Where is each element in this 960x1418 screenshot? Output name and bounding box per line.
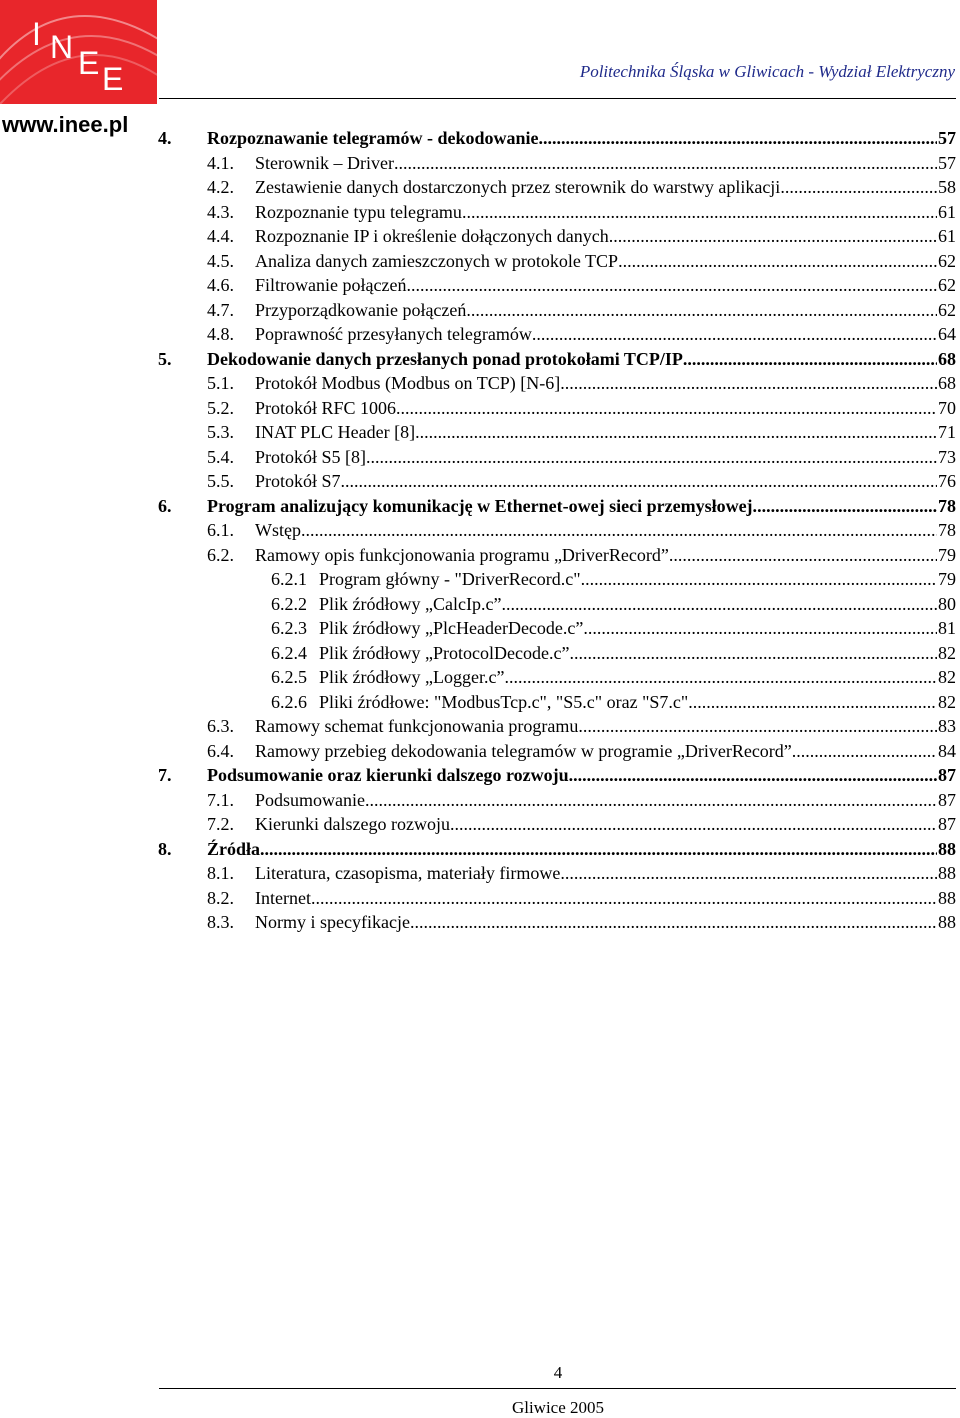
toc-entry-page: 88 xyxy=(938,887,956,908)
toc-dot-leader xyxy=(410,910,937,935)
toc-entry-page: 87 xyxy=(938,814,956,834)
page-number: 4 xyxy=(553,1363,563,1382)
toc-entry-page: 62 xyxy=(938,299,956,320)
toc-entry-title: Literatura, czasopisma, materiały firmowe xyxy=(255,863,561,883)
toc-entry xyxy=(158,151,956,176)
toc-dot-leader xyxy=(757,494,937,519)
toc-entry-number: 4.4. xyxy=(207,226,234,246)
toc-entry-page: 82 xyxy=(938,691,956,712)
inee-logo-graphic xyxy=(0,0,157,104)
toc-dot-leader xyxy=(688,690,937,715)
toc-entry-number: 4.2. xyxy=(207,177,234,197)
toc-entry xyxy=(158,788,956,813)
toc-entry-number: 8.2. xyxy=(207,887,234,908)
toc-dot-leader xyxy=(396,396,937,421)
toc-entry-page: 76 xyxy=(938,471,956,491)
inee-logo xyxy=(0,0,157,104)
toc-entry-title: Zestawienie danych dostarczonych przez sterownik do warstwy aplikacji xyxy=(255,177,781,197)
toc-entry-page: 78 xyxy=(938,520,956,540)
toc-entry-page: 68 xyxy=(938,373,956,393)
toc-dot-leader xyxy=(450,812,937,837)
toc-entry xyxy=(158,763,956,788)
toc-dot-leader xyxy=(538,126,937,151)
toc-entry xyxy=(158,175,956,200)
toc-entry-page: 58 xyxy=(938,177,956,197)
toc-entry-page: 57 xyxy=(938,152,956,173)
toc-dot-leader xyxy=(683,347,937,372)
toc-dot-leader xyxy=(560,371,937,396)
toc-dot-leader xyxy=(609,224,937,249)
toc-entry-number: 5.3. xyxy=(207,422,234,442)
toc-entry-title: Rozpoznanie typu telegramu xyxy=(255,201,462,222)
toc-entry-page: 88 xyxy=(938,863,956,883)
toc-entry xyxy=(158,665,956,690)
toc-dot-leader xyxy=(780,175,937,200)
toc-entry-page: 82 xyxy=(938,667,956,687)
toc-entry xyxy=(158,714,956,739)
toc-dot-leader xyxy=(569,641,937,666)
toc-entry-title: Podsumowanie xyxy=(255,789,365,810)
toc-entry-page: 83 xyxy=(938,716,956,736)
logo-letter-e2: E xyxy=(102,61,124,97)
toc-dot-leader xyxy=(260,837,937,862)
toc-entry-page: 61 xyxy=(938,201,956,222)
toc-entry xyxy=(158,445,956,470)
toc-entry-title: Dekodowanie danych przesłanych ponad protokołami TCP/IP xyxy=(207,348,683,369)
toc-entry-number: 6.3. xyxy=(207,716,234,736)
toc-entry xyxy=(158,739,956,764)
toc-entry xyxy=(158,812,956,837)
toc-entry-number: 6.2.6 xyxy=(271,691,307,712)
toc-entry-number: 4.7. xyxy=(207,299,234,320)
toc-entry-number: 6.2.1 xyxy=(271,569,307,589)
toc-entry-number: 7.1. xyxy=(207,789,234,810)
toc-entry-number: 4.6. xyxy=(207,275,234,295)
toc-entry-number: 6.2. xyxy=(207,544,234,565)
toc-entry-title: Program główny - "DriverRecord.c" xyxy=(319,569,581,589)
toc-entry-number: 4.8. xyxy=(207,324,234,344)
toc-entry-page: 64 xyxy=(938,324,956,344)
toc-entry xyxy=(158,224,956,249)
toc-entry-number: 4.5. xyxy=(207,250,234,271)
toc-entry-number: 8.3. xyxy=(207,912,234,932)
toc-entry xyxy=(158,126,956,151)
toc-entry xyxy=(158,690,956,715)
toc-entry-number: 5.2. xyxy=(207,397,234,418)
toc-entry-number: 6.2.2 xyxy=(271,593,307,614)
toc-entry xyxy=(158,200,956,225)
toc-entry-title: Plik źródłowy „ProtocolDecode.c” xyxy=(319,642,570,663)
toc-entry-title: Plik źródłowy „Logger.c” xyxy=(319,667,505,687)
toc-entry-title: Plik źródłowy „PlcHeaderDecode.c” xyxy=(319,618,584,638)
toc-dot-leader xyxy=(583,616,937,641)
toc-entry xyxy=(158,494,956,519)
toc-entry xyxy=(158,518,956,543)
footer-text: Gliwice 2005 xyxy=(511,1398,605,1417)
toc-entry xyxy=(158,469,956,494)
toc-dot-leader xyxy=(341,469,937,494)
toc-dot-leader xyxy=(406,273,937,298)
toc-dot-leader xyxy=(365,788,937,813)
toc-entry-title: INAT PLC Header [8] xyxy=(255,422,416,442)
table-of-contents xyxy=(158,126,956,935)
toc-dot-leader xyxy=(501,592,937,617)
toc-entry-page: 73 xyxy=(938,446,956,467)
toc-entry-page: 87 xyxy=(938,765,956,785)
toc-entry-page: 70 xyxy=(938,397,956,418)
toc-entry-title: Rozpoznanie IP i określenie dołączonych danych xyxy=(255,226,609,246)
toc-entry-number: 5.1. xyxy=(207,373,234,393)
toc-dot-leader xyxy=(462,200,937,225)
toc-entry xyxy=(158,616,956,641)
toc-entry-title: Filtrowanie połączeń xyxy=(255,275,407,295)
toc-dot-leader xyxy=(311,886,937,911)
toc-entry-page: 79 xyxy=(938,544,956,565)
toc-entry xyxy=(158,249,956,274)
toc-entry xyxy=(158,420,956,445)
toc-entry xyxy=(158,371,956,396)
toc-entry-page: 62 xyxy=(938,250,956,271)
toc-entry xyxy=(158,641,956,666)
toc-entry-page: 78 xyxy=(938,495,956,516)
toc-entry xyxy=(158,861,956,886)
toc-entry xyxy=(158,347,956,372)
toc-entry-number: 7.2. xyxy=(207,814,234,834)
page-header-title xyxy=(0,62,955,82)
toc-entry-title: Rozpoznawanie telegramów - dekodowanie xyxy=(207,128,539,148)
toc-entry-title: Źródła xyxy=(207,838,261,859)
toc-dot-leader xyxy=(792,739,937,764)
toc-dot-leader xyxy=(366,445,937,470)
toc-entry-title: Protokół S7 xyxy=(255,471,341,491)
header-divider xyxy=(159,98,956,99)
toc-entry-page: 87 xyxy=(938,789,956,810)
toc-dot-leader xyxy=(581,567,937,592)
toc-entry-page: 81 xyxy=(938,618,956,638)
header-title-text: Politechnika Śląska w Gliwicach - Wydział Elektryczny xyxy=(579,62,955,81)
toc-entry-number: 7. xyxy=(158,765,172,785)
toc-entry-page: 62 xyxy=(938,275,956,295)
toc-entry-number: 6.4. xyxy=(207,740,234,761)
toc-dot-leader xyxy=(394,151,937,176)
toc-entry-number: 8.1. xyxy=(207,863,234,883)
toc-dot-leader xyxy=(573,763,937,788)
toc-entry-number: 4. xyxy=(158,128,172,148)
toc-entry-title: Przyporządkowanie połączeń xyxy=(255,299,467,320)
toc-entry xyxy=(158,592,956,617)
logo-letter-e1: E xyxy=(78,45,100,81)
toc-entry-title: Wstęp xyxy=(255,520,301,540)
toc-entry-number: 4.1. xyxy=(207,152,234,173)
toc-entry xyxy=(158,273,956,298)
toc-entry-page: 88 xyxy=(938,838,956,859)
toc-entry-title: Normy i specyfikacje xyxy=(255,912,410,932)
toc-entry xyxy=(158,543,956,568)
toc-entry-title: Internet xyxy=(255,887,311,908)
logo-letter-n: N xyxy=(50,29,74,65)
toc-entry xyxy=(158,886,956,911)
toc-entry-page: 80 xyxy=(938,593,956,614)
toc-entry xyxy=(158,298,956,323)
toc-entry-title: Plik źródłowy „CalcIp.c” xyxy=(319,593,502,614)
toc-entry-title: Analiza danych zamieszczonych w protokole TCP xyxy=(255,250,619,271)
toc-entry-title: Ramowy przebieg dekodowania telegramów w programie „DriverRecord” xyxy=(255,740,792,761)
toc-dot-leader xyxy=(669,543,937,568)
toc-dot-leader xyxy=(301,518,937,543)
toc-entry-page: 68 xyxy=(938,348,956,369)
toc-dot-leader xyxy=(504,665,937,690)
toc-entry-page: 61 xyxy=(938,226,956,246)
toc-dot-leader xyxy=(415,420,937,445)
toc-entry xyxy=(158,322,956,347)
toc-entry-title: Ramowy opis funkcjonowania programu „DriverRecord” xyxy=(255,544,669,565)
toc-entry-number: 6.1. xyxy=(207,520,234,540)
toc-entry-page: 82 xyxy=(938,642,956,663)
toc-entry-page: 71 xyxy=(938,422,956,442)
toc-entry-number: 8. xyxy=(158,838,172,859)
toc-dot-leader xyxy=(560,861,937,886)
toc-dot-leader xyxy=(578,714,937,739)
toc-entry-title: Protokół Modbus (Modbus on TCP) [N-6] xyxy=(255,373,561,393)
toc-entry xyxy=(158,567,956,592)
toc-dot-leader xyxy=(618,249,937,274)
toc-entry-title: Pliki źródłowe: "ModbusTcp.c", "S5.c" oraz "S7.c" xyxy=(319,691,689,712)
toc-entry-number: 6.2.5 xyxy=(271,667,307,687)
toc-entry xyxy=(158,910,956,935)
toc-entry-title: Kierunki dalszego rozwoju xyxy=(255,814,450,834)
footer-divider xyxy=(159,1388,956,1389)
toc-entry-number: 6.2.4 xyxy=(271,642,307,663)
toc-entry-title: Program analizujący komunikację w Ethernet-owej sieci przemysłowej. xyxy=(207,495,758,516)
toc-entry-number: 5. xyxy=(158,348,172,369)
toc-entry-number: 5.4. xyxy=(207,446,234,467)
toc-entry-title: Ramowy schemat funkcjonowania programu xyxy=(255,716,579,736)
toc-entry-title: Protokół RFC 1006 xyxy=(255,397,397,418)
website-url: www.inee.pl xyxy=(2,112,129,137)
toc-dot-leader xyxy=(532,322,937,347)
toc-entry xyxy=(158,837,956,862)
logo-letter-i: I xyxy=(32,16,41,52)
toc-entry-page: 88 xyxy=(938,912,956,932)
toc-entry-title: Protokół S5 [8] xyxy=(255,446,367,467)
toc-entry-page: 79 xyxy=(938,569,956,589)
toc-entry-number: 6.2.3 xyxy=(271,618,307,638)
toc-entry-page: 84 xyxy=(938,740,956,761)
toc-entry-title: Podsumowanie oraz kierunki dalszego rozwoju. xyxy=(207,765,574,785)
toc-entry-title: Poprawność przesyłanych telegramów xyxy=(255,324,532,344)
toc-entry-number: 6. xyxy=(158,495,172,516)
toc-dot-leader xyxy=(466,298,937,323)
toc-entry-page: 57 xyxy=(938,128,956,148)
toc-entry xyxy=(158,396,956,421)
toc-entry-number: 5.5. xyxy=(207,471,234,491)
toc-entry-number: 4.3. xyxy=(207,201,234,222)
toc-entry-title: Sterownik – Driver xyxy=(255,152,394,173)
